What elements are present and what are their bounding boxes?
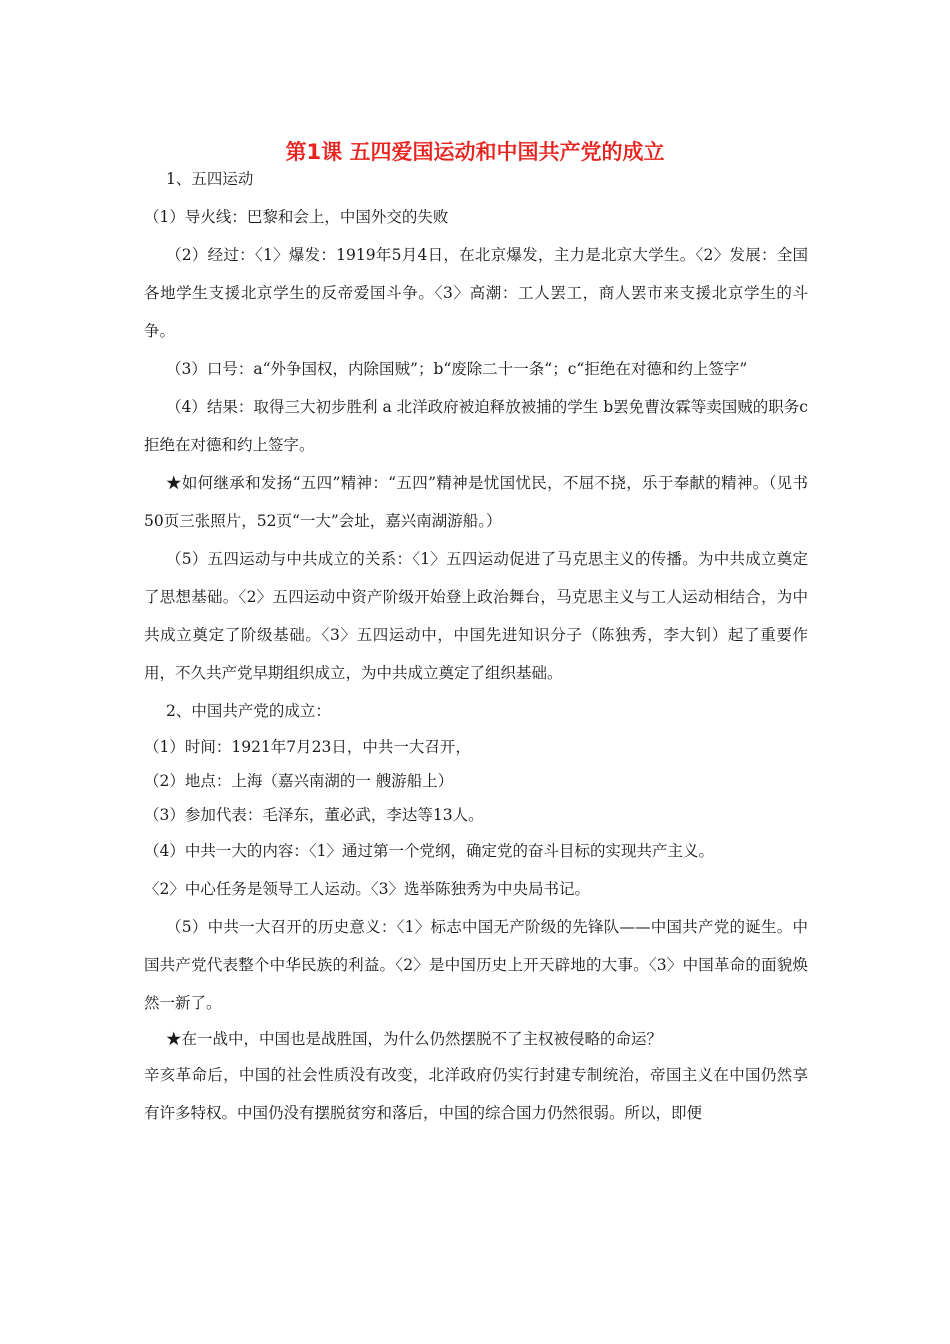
paragraph: （3）口号：a“外争国权，内除国贼”；b“废除二十一条“；c“拒绝在对德和约上签字” [166, 360, 748, 378]
paragraph: （4）中共一大的内容：〈1〉通过第一个党纲，确定党的奋斗目标的实现共产主义。 [144, 842, 714, 860]
paragraph: （4）结果：取得三大初步胜利 a 北洋政府被迫释放被捕的学生 b罢免曹汝霖等卖国贼的职务c拒绝在对德和约上签字。 [144, 398, 808, 454]
paragraph: 〈2〉中心任务是领导工人运动。〈3〉选举陈独秀为中央局书记。 [144, 880, 590, 898]
paragraph: 2、中国共产党的成立： [166, 702, 331, 720]
paragraph: （2）地点：上海（嘉兴南湖的一 艘游船上） [144, 772, 454, 790]
paragraph: ★如何继承和发扬“五四”精神：“五四”精神是忧国忧民，不屈不挠，乐于奉献的精神。（见书50页三张照片，52页“一大”会址，嘉兴南湖游船。） [144, 474, 808, 530]
paragraph: （5）五四运动与中共成立的关系：〈1〉五四运动促进了马克思主义的传播。为中共成立奠定了思想基础。〈2〉五四运动中资产阶级开始登上政治舞台，马克思主义与工人运动相结合，为中共成立奠定了阶级基础。〈3〉五四运动中，中国先进知识分子（陈独秀，李大钊）起了重要作用，不久共产党早期组织成立，为中共成立奠定了组织基础。 [144, 550, 808, 682]
paragraph: ★在一战中，中国也是战胜国，为什么仍然摆脱不了主权被侵略的命运？ [166, 1030, 663, 1048]
paragraph: （1）时间：1921年7月23日，中共一大召开， [144, 738, 471, 756]
paragraph: （1）导火线：巴黎和会上，中国外交的失败 [144, 208, 449, 226]
paragraph: 1、五四运动 [166, 170, 254, 188]
paragraph: （2）经过：〈1〉爆发：1919年5月4日，在北京爆发，主力是北京大学生。〈2〉发展：全国各地学生支援北京学生的反帝爱国斗争。〈3〉高潮：工人罢工，商人罢市来支援北京学生的斗争。 [144, 246, 808, 340]
document-body [144, 160, 808, 1132]
document-title: 第1课 五四爱国运动和中国共产党的成立 [285, 140, 665, 165]
paragraph: （3）参加代表：毛泽东，董必武，李达等13人。 [144, 806, 484, 824]
paragraph: （5）中共一大召开的历史意义：〈1〉标志中国无产阶级的先锋队——中国共产党的诞生。中国共产党代表整个中华民族的利益。〈2〉是中国历史上开天辟地的大事。〈3〉中国革命的面貌焕然一新了。 [144, 918, 808, 1012]
paragraph: 辛亥革命后，中国的社会性质没有改变，北洋政府仍实行封建专制统治，帝国主义在中国仍然享有许多特权。中国仍没有摆脱贫穷和落后，中国的综合国力仍然很弱。所以，即便 [144, 1066, 808, 1122]
